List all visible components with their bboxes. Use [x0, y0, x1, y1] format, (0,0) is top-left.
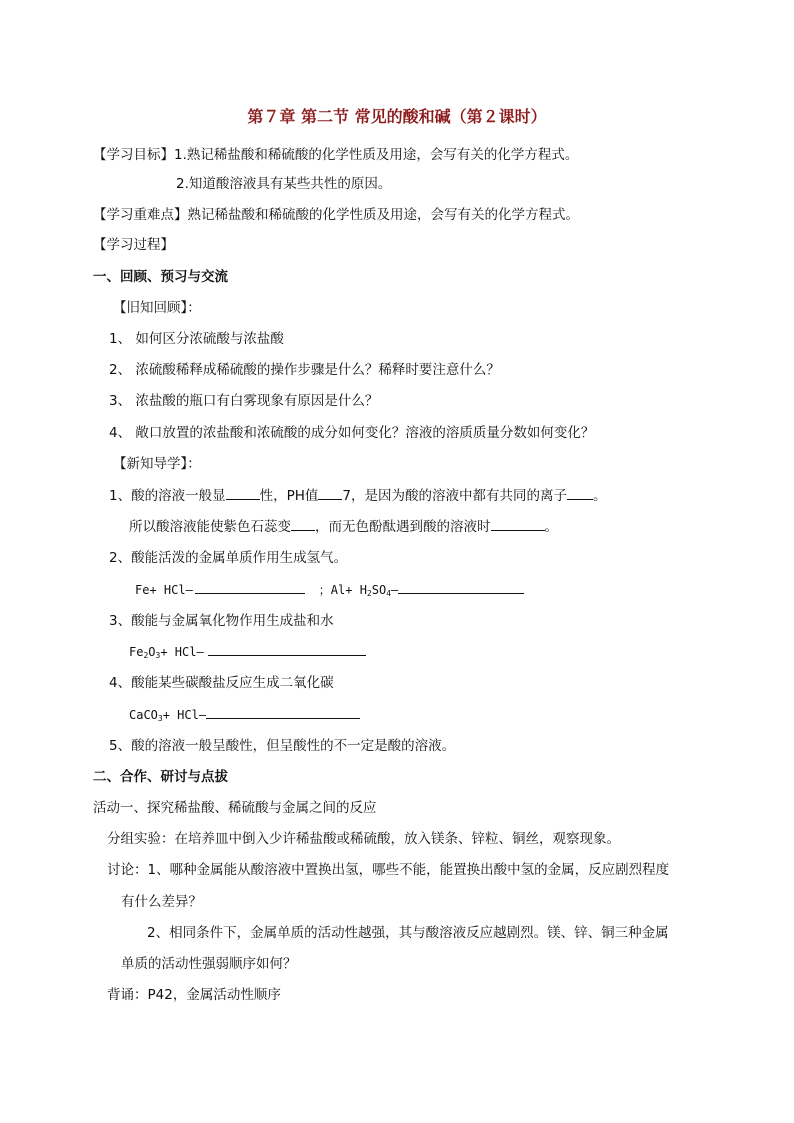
equation-2-so: SO: [371, 583, 387, 597]
new-item-1-line2-a: 所以酸溶液能使紫色石蕊变: [129, 519, 291, 535]
answer-blank[interactable]: [318, 487, 342, 500]
subscript: 2: [366, 589, 372, 598]
answer-blank[interactable]: [567, 487, 593, 500]
new-item-1-text-c: 7，是因为酸的溶液中都有共同的离子: [342, 488, 567, 504]
equation-2-dash: —: [391, 583, 399, 597]
answer-blank[interactable]: [206, 706, 360, 719]
equation-3: [129, 643, 366, 665]
subscript: 4: [386, 589, 392, 598]
equation-3-fe: Fe: [129, 645, 144, 659]
review-label: 【旧知回顾】：: [113, 300, 201, 316]
new-item-1-text-d: 。: [592, 488, 607, 504]
subscript: 2: [143, 651, 149, 660]
subscript: 3: [155, 651, 161, 660]
new-item-1-line2-c: 。: [544, 519, 558, 535]
new-item-1-line2: [129, 518, 558, 536]
new-item-3: 3、酸能与金属氧化物作用生成盐和水: [109, 613, 334, 629]
answer-blank[interactable]: [226, 487, 260, 500]
review-item-4: 4、 敞口放置的浓盐酸和浓硫酸的成分如何变化？溶液的溶质质量分数如何变化？: [109, 425, 595, 441]
review-item-1: 1、 如何区分浓硫酸与浓盐酸: [109, 331, 284, 347]
answer-blank[interactable]: [208, 643, 366, 656]
answer-blank[interactable]: [291, 518, 315, 531]
new-item-1-text-b: 性，PH值: [259, 488, 319, 504]
new-item-1-line2-b: ，而无色酚酞遇到酸的溶液时: [315, 519, 491, 535]
new-item-1-text-a: 1、酸的溶液一般显: [109, 488, 226, 504]
new-item-1: [109, 487, 606, 505]
equation-2-fe: Fe+ HCl—: [135, 583, 193, 597]
equation-3-rest: + HCl—: [160, 645, 204, 659]
equation-3-o: O: [148, 645, 156, 659]
new-item-5: 5、酸的溶液一般呈酸性，但呈酸性的不一定是酸的溶液。: [109, 738, 456, 754]
key-points-line: [93, 206, 579, 224]
section2-heading: 二、合作、研讨与点拔: [93, 769, 228, 785]
page-title: 第７章 第二节 常见的酸和碱（第２课时）: [247, 107, 547, 126]
equation-4-caco: CaCO: [129, 708, 158, 722]
key-points-text: 熟记稀盐酸和稀硫酸的化学性质及用途，会写有关的化学方程式。: [187, 207, 579, 223]
review-item-2: 2、 浓硫酸稀释成稀硫酸的操作步骤是什么？稀释时要注意什么？: [109, 362, 500, 378]
section1-heading: 一、回顾、预习与交流: [93, 269, 228, 285]
equation-4-rest: + HCl—: [162, 708, 207, 722]
learning-goal-2: 2.知道酸溶液具有某些共性的原因。: [176, 176, 392, 192]
recite-note: 背诵：P42，金属活动性顺序: [107, 987, 281, 1003]
discussion-1: 讨论：1、哪种金属能从酸溶液中置换出氢，哪些不能，能置换出酸中氢的金属，反应剧烈程度: [107, 862, 670, 878]
key-points-label: 【学习重难点】: [93, 207, 188, 223]
new-knowledge-label: 【新知导学】：: [113, 456, 201, 472]
new-item-2: 2、酸能活泼的金属单质作用生成氢气。: [109, 550, 348, 566]
equation-2: [135, 581, 524, 603]
discussion-2: 2、相同条件下，金属单质的活动性越强，其与酸溶液反应越剧烈。镁、锌、铜三种金属: [147, 925, 669, 941]
new-item-4: 4、酸能某些碳酸盐反应生成二氧化碳: [109, 675, 334, 691]
answer-blank[interactable]: [491, 518, 545, 531]
discussion-2-cont: 单质的活动性强弱顺序如何？: [121, 956, 297, 972]
review-item-3: 3、 浓盐酸的瓶口有白雾现象有原因是什么？: [109, 393, 379, 409]
discussion-1-cont: 有什么差异？: [121, 894, 202, 910]
learning-goals-line1: [93, 146, 578, 164]
learning-goal-1: 1.熟记稀盐酸和稀硫酸的化学性质及用途，会写有关的化学方程式。: [174, 147, 579, 163]
activity-1: 活动一、探究稀盐酸、稀硫酸与金属之间的反应: [93, 800, 377, 816]
equation-4: [129, 706, 360, 728]
equation-2-al: ；Al+ H: [318, 583, 367, 597]
answer-blank[interactable]: [398, 581, 524, 594]
learning-goals-label: 【学习目标】: [93, 147, 174, 163]
answer-blank[interactable]: [195, 581, 305, 594]
process-label: 【学习过程】: [93, 237, 174, 253]
subscript: 3: [157, 714, 163, 723]
group-experiment: 分组实验：在培养皿中倒入少许稀盐酸或稀硫酸，放入镁条、锌粒、铜丝，观察现象。: [107, 831, 620, 847]
